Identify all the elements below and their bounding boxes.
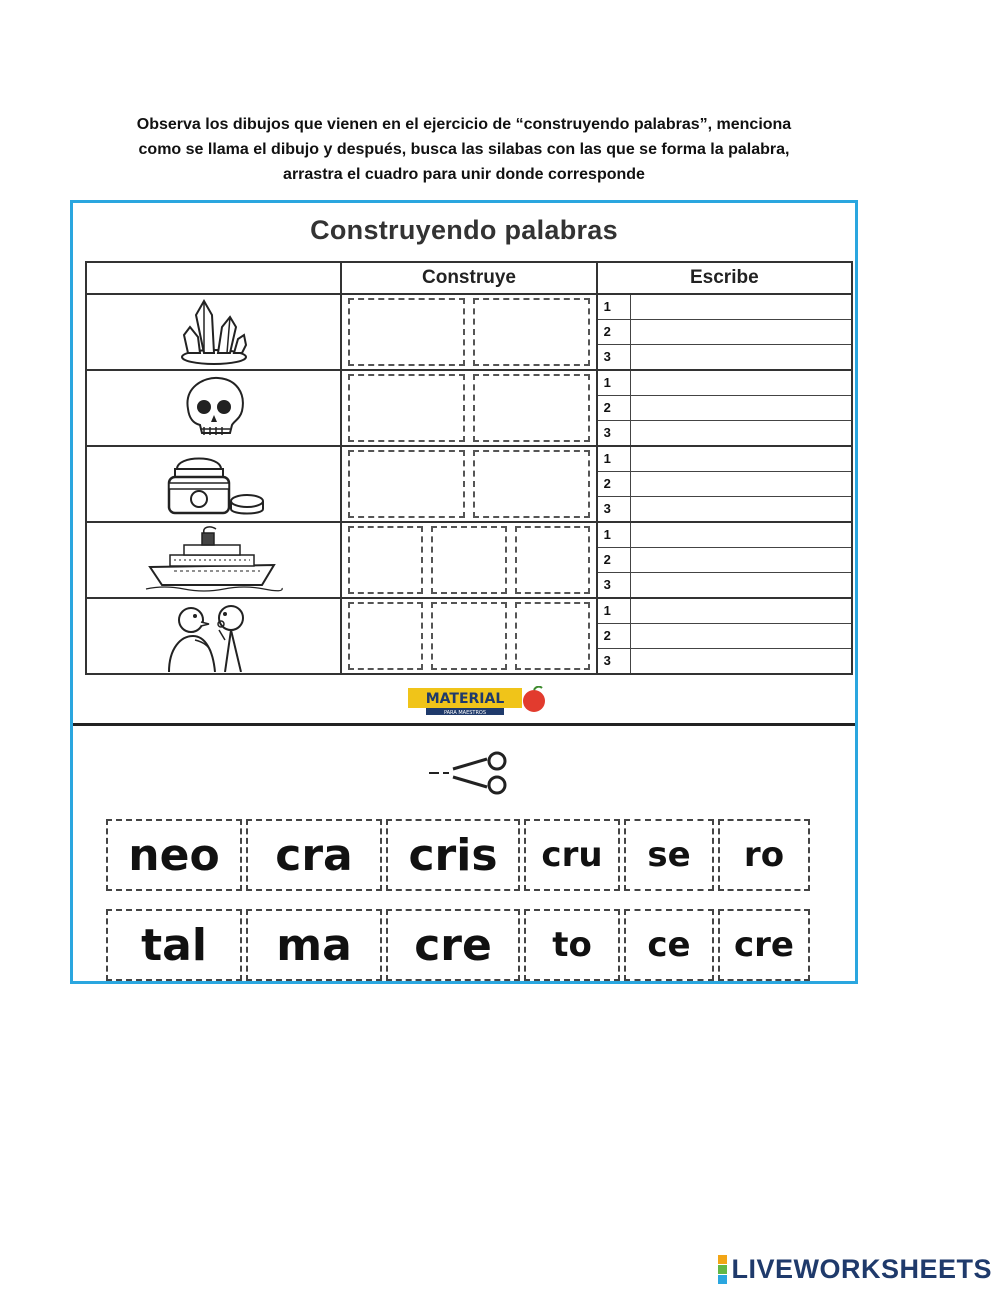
drop-slot[interactable] (515, 602, 590, 670)
worksheet-frame (70, 200, 858, 984)
scissors-icon (425, 751, 515, 795)
write-line[interactable] (631, 472, 851, 496)
line-number: 1 (598, 447, 631, 471)
table-row (86, 522, 852, 598)
write-line[interactable] (631, 371, 851, 395)
line-number: 1 (598, 295, 631, 319)
picture-cell (86, 522, 341, 598)
write-line[interactable] (631, 548, 851, 572)
syllable-tile[interactable]: to (524, 909, 620, 981)
syllable-row-2 (106, 909, 810, 981)
build-cell (341, 294, 596, 370)
drop-slot[interactable] (348, 374, 465, 442)
picture-cell (86, 294, 341, 370)
people-talking-icon (159, 600, 269, 672)
write-line[interactable] (631, 649, 851, 673)
header-write: Escribe (597, 262, 852, 294)
liveworksheets-brand (718, 1254, 992, 1285)
syllable-tile[interactable]: cris (386, 819, 520, 891)
picture-cell (86, 446, 341, 522)
syllable-tile[interactable]: se (624, 819, 714, 891)
write-line[interactable] (631, 295, 851, 319)
drop-slot[interactable] (348, 526, 423, 594)
write-line[interactable] (631, 624, 851, 648)
line-number: 2 (598, 624, 631, 648)
syllable-tile[interactable]: ro (718, 819, 810, 891)
build-cell (341, 598, 596, 674)
line-number: 3 (598, 421, 631, 445)
drop-slot[interactable] (431, 602, 506, 670)
instructions-line-2: como se llama el dibujo y después, busca las silabas con las que se forma la palabra, (138, 141, 790, 158)
line-number: 3 (598, 649, 631, 673)
write-cell (597, 446, 852, 522)
logo-main-text: MATERIAL (425, 691, 505, 707)
instructions (70, 112, 858, 187)
table-row (86, 446, 852, 522)
write-line[interactable] (631, 396, 851, 420)
table-row (86, 598, 852, 674)
header-build: Construye (341, 262, 596, 294)
drop-slot[interactable] (348, 298, 465, 366)
line-number: 3 (598, 573, 631, 597)
syllable-tile[interactable]: ma (246, 909, 382, 981)
drop-slot[interactable] (515, 526, 590, 594)
drop-slot[interactable] (348, 602, 423, 670)
line-number: 1 (598, 371, 631, 395)
write-line[interactable] (631, 447, 851, 471)
build-cell (341, 370, 596, 446)
instructions-line-3: arrastra el cuadro para unir donde corresponde (283, 166, 645, 183)
material-logo (408, 686, 546, 716)
line-number: 3 (598, 345, 631, 369)
drop-slot[interactable] (473, 374, 590, 442)
syllable-tile[interactable]: ce (624, 909, 714, 981)
write-line[interactable] (631, 573, 851, 597)
write-cell (597, 598, 852, 674)
line-number: 3 (598, 497, 631, 521)
line-number: 1 (598, 523, 631, 547)
brand-name: LIVEWORKSHEETS (731, 1254, 992, 1284)
cream-jar-icon (159, 449, 269, 519)
write-cell (597, 294, 852, 370)
syllable-tile[interactable]: cru (524, 819, 620, 891)
drop-slot[interactable] (431, 526, 506, 594)
line-number: 2 (598, 548, 631, 572)
syllable-tile[interactable]: cra (246, 819, 382, 891)
crystal-icon (174, 297, 254, 367)
write-line[interactable] (631, 320, 851, 344)
picture-cell (86, 370, 341, 446)
logo-sub-text: PARA MAESTROS (443, 710, 487, 716)
line-number: 2 (598, 472, 631, 496)
build-cell (341, 522, 596, 598)
syllable-row-1 (106, 819, 810, 891)
header-picture (86, 262, 341, 294)
table-row (86, 294, 852, 370)
drop-slot[interactable] (473, 450, 590, 518)
instructions-line-1: Observa los dibujos que vienen en el ejercicio de “construyendo palabras”, menciona (136, 116, 792, 133)
cut-divider (73, 723, 855, 726)
write-line[interactable] (631, 345, 851, 369)
table-row (86, 370, 852, 446)
picture-cell (86, 598, 341, 674)
syllable-tile[interactable]: tal (106, 909, 242, 981)
write-cell (597, 370, 852, 446)
syllable-tile[interactable]: cre (718, 909, 810, 981)
cruise-ship-icon (144, 525, 284, 595)
brand-logo-icon (718, 1255, 727, 1284)
syllable-tile[interactable]: neo (106, 819, 242, 891)
syllable-tile[interactable]: cre (386, 909, 520, 981)
write-line[interactable] (631, 421, 851, 445)
build-cell (341, 446, 596, 522)
line-number: 2 (598, 396, 631, 420)
line-number: 1 (598, 599, 631, 623)
line-number: 2 (598, 320, 631, 344)
drop-slot[interactable] (348, 450, 465, 518)
write-cell (597, 522, 852, 598)
write-line[interactable] (631, 497, 851, 521)
sheet-title: Construyendo palabras (310, 215, 618, 245)
write-line[interactable] (631, 523, 851, 547)
word-building-table (85, 261, 853, 675)
write-line[interactable] (631, 599, 851, 623)
skull-icon (174, 373, 254, 443)
drop-slot[interactable] (473, 298, 590, 366)
